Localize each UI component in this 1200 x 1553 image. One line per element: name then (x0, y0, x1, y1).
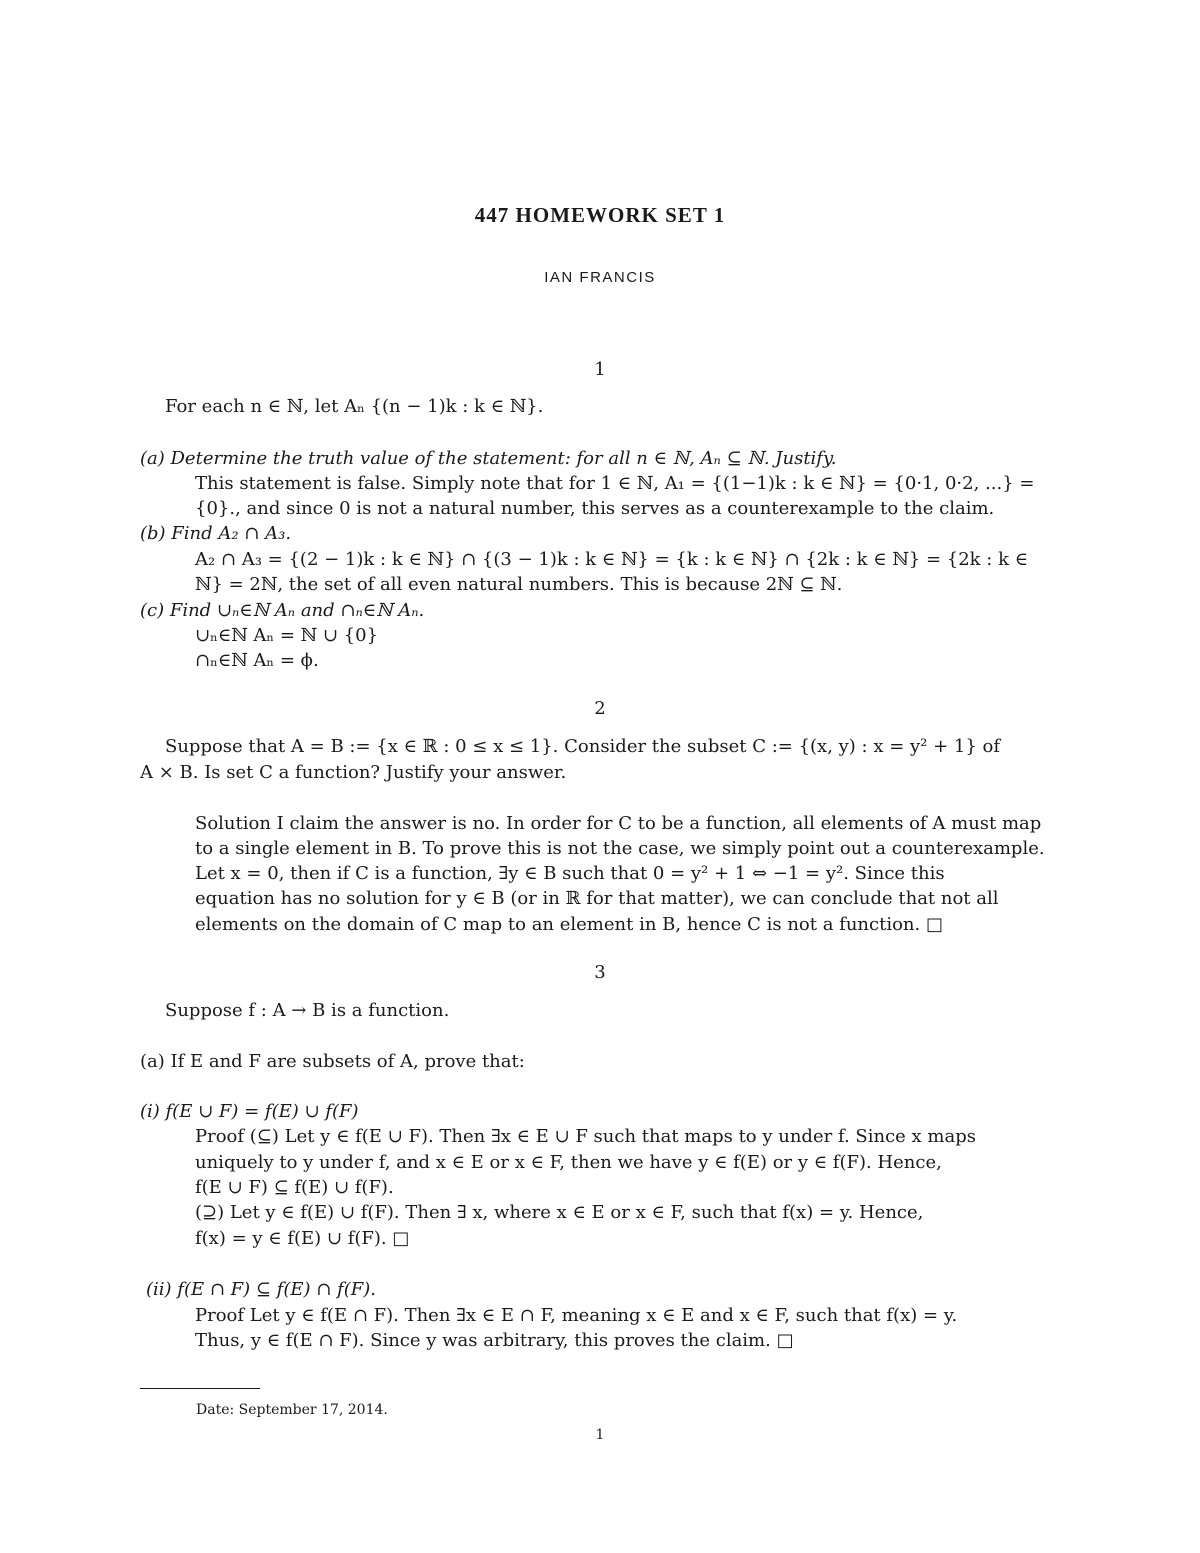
section-2-solution-line-3: Let x = 0, then if C is a function, ∃y ∈ B such that 0 = y² + 1 ⇔ −1 = y². Since this (195, 863, 945, 884)
section-2-solution-line-4: equation has no solution for y ∈ B (or in ℝ for that matter), we can conclude that not all (195, 888, 999, 909)
part-b-answer-line-2: ℕ} = 2ℕ, the set of all even natural numbers. This is because 2ℕ ⊆ ℕ. (195, 574, 843, 595)
subpart-ii-proof-line-1: Proof Let y ∈ f(E ∩ F). Then ∃x ∈ E ∩ F, meaning x ∈ E and x ∈ F, such that f(x) = y. (195, 1305, 958, 1326)
section-2-solution-line-5: elements on the domain of C map to an element in B, hence C is not a function. □ (195, 914, 943, 935)
subpart-i-prompt: (i) f(E ∪ F) = f(E) ∪ f(F) (140, 1101, 359, 1122)
page-number: 1 (595, 1427, 605, 1443)
section-1-number: 1 (594, 359, 606, 380)
part-a-prompt: (a) Determine the truth value of the statement: for all n ∈ ℕ, Aₙ ⊆ ℕ. Justify. (140, 448, 837, 469)
document-title: 447 HOMEWORK SET 1 (474, 203, 726, 227)
part-b-prompt: (b) Find A₂ ∩ A₃. (140, 523, 292, 544)
subpart-i-proof-line-3: f(E ∪ F) ⊆ f(E) ∪ f(F). (195, 1177, 394, 1198)
section-3-number: 3 (594, 962, 606, 983)
section-2-solution-line-2: to a single element in B. To prove this is not the case, we simply point out a counterexample. (195, 838, 1045, 859)
subpart-i-proof-line-4: (⊇) Let y ∈ f(E) ∪ f(F). Then ∃ x, where x ∈ E or x ∈ F, such that f(x) = y. Hence, (195, 1202, 924, 1223)
part-c-prompt: (c) Find ∪ₙ∈ℕ Aₙ and ∩ₙ∈ℕ Aₙ. (140, 600, 425, 621)
section-3-intro: Suppose f : A → B is a function. (165, 1000, 450, 1021)
section-3-part-a-prompt: (a) If E and F are subsets of A, prove that: (140, 1051, 525, 1072)
part-c-answer-line-2: ∩ₙ∈ℕ Aₙ = ϕ. (195, 650, 319, 671)
subpart-i-proof-line-1: Proof (⊆) Let y ∈ f(E ∪ F). Then ∃x ∈ E ∪ F such that maps to y under f. Since x maps (195, 1126, 976, 1147)
section-1-intro: For each n ∈ ℕ, let Aₙ {(n − 1)k : k ∈ ℕ}. (165, 396, 544, 417)
subpart-ii-proof-line-2: Thus, y ∈ f(E ∩ F). Since y was arbitrary, this proves the claim. □ (195, 1330, 794, 1351)
subpart-i-proof-line-5: f(x) = y ∈ f(E) ∪ f(F). □ (195, 1228, 410, 1249)
author-name: IAN FRANCIS (544, 269, 656, 286)
part-a-answer-line-1: This statement is false. Simply note that for 1 ∈ ℕ, A₁ = {(1−1)k : k ∈ ℕ} = {0·1, 0·2, ...} = (195, 473, 1035, 494)
section-2-question-line-2: A × B. Is set C a function? Justify your answer. (140, 762, 567, 783)
footnote-date: Date: September 17, 2014. (196, 1402, 388, 1418)
section-2-solution-line-1: Solution I claim the answer is no. In order for C to be a function, all elements of A must map (195, 813, 1042, 834)
section-2-number: 2 (594, 698, 606, 719)
part-c-answer-line-1: ∪ₙ∈ℕ Aₙ = ℕ ∪ {0} (195, 625, 379, 646)
subpart-i-proof-line-2: uniquely to y under f, and x ∈ E or x ∈ F, then we have y ∈ f(E) or y ∈ f(F). Hence, (195, 1152, 942, 1173)
part-b-answer-line-1: A₂ ∩ A₃ = {(2 − 1)k : k ∈ ℕ} ∩ {(3 − 1)k : k ∈ ℕ} = {k : k ∈ ℕ} ∩ {2k : k ∈ ℕ} = {2k : k ∈ (195, 549, 1029, 570)
part-a-answer-line-2: {0}., and since 0 is not a natural number, this serves as a counterexample to the claim. (195, 498, 995, 519)
section-2-question-line-1: Suppose that A = B := {x ∈ ℝ : 0 ≤ x ≤ 1}. Consider the subset C := {(x, y) : x = y² + 1} of (165, 736, 1001, 757)
footnote-rule (140, 1388, 260, 1389)
subpart-ii-prompt: (ii) f(E ∩ F) ⊆ f(E) ∩ f(F). (146, 1279, 376, 1300)
